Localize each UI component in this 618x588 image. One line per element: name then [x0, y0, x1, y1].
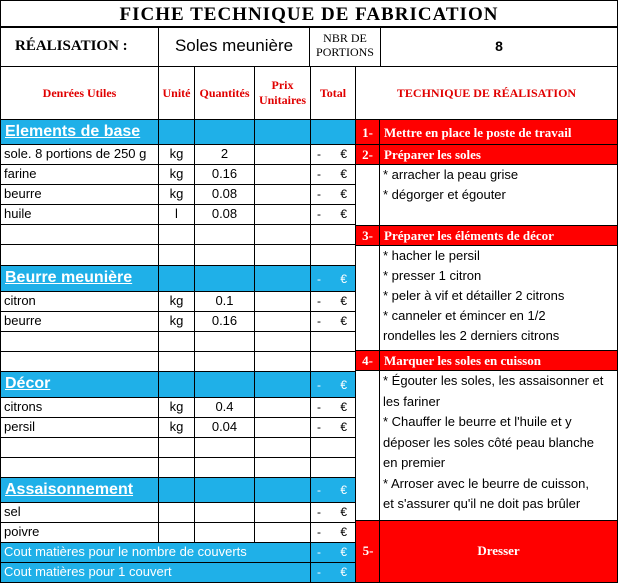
- dash: -: [317, 147, 321, 161]
- empty-cell: [158, 331, 195, 352]
- item-beurre-meuniere-qty: 0.16: [194, 311, 255, 332]
- euro: €: [340, 483, 347, 497]
- dash: -: [317, 187, 321, 201]
- step-4-label: Marquer les soles en cuisson: [384, 353, 541, 368]
- step-4-line: * Égouter les soles, les assaisonner et: [383, 373, 604, 388]
- dash: -: [317, 272, 321, 286]
- item-huile-total: [310, 204, 356, 225]
- item-poivre-price: [254, 522, 311, 543]
- item-beurre: beurre: [0, 184, 159, 205]
- col-prix-line-1: Prix: [271, 78, 294, 92]
- step-2-number: 2-: [356, 145, 380, 164]
- item-citrons-total: [310, 397, 356, 418]
- empty-cell: [310, 457, 356, 478]
- euro: €: [340, 167, 347, 181]
- item-sole-total: [310, 144, 356, 165]
- empty-cell: [194, 331, 255, 352]
- empty-cell: [194, 224, 255, 245]
- empty-cell: [158, 437, 195, 458]
- item-citron-total: [310, 291, 356, 312]
- item-citrons-price: [254, 397, 311, 418]
- empty-cell: [194, 244, 255, 266]
- step-4-line: les fariner: [383, 393, 441, 409]
- item-huile-unit: l: [158, 204, 195, 225]
- euro: €: [340, 378, 347, 392]
- step-3-details: [379, 245, 618, 351]
- empty-cell: [0, 457, 159, 478]
- item-poivre: poivre: [0, 522, 159, 543]
- step-5-number-cell: [355, 520, 380, 583]
- section-meuniere-total: [310, 265, 356, 292]
- step-3-label: Préparer les éléments de décor: [384, 228, 554, 243]
- empty-cell: [0, 224, 159, 245]
- section-base-total-cell: [310, 119, 356, 145]
- step-3-number: 3-: [356, 226, 380, 245]
- item-citrons-unit: kg: [158, 397, 195, 418]
- section-decor-total: [310, 371, 356, 398]
- section-base-unit-cell: [158, 119, 195, 145]
- empty-cell: [158, 224, 195, 245]
- item-beurre-meuniere-total: [310, 311, 356, 332]
- item-poivre-total: [310, 522, 356, 543]
- cout-unit-label: Cout matières pour 1 couvert: [0, 562, 311, 583]
- step-2-label: Préparer les soles: [384, 147, 481, 162]
- euro: €: [340, 147, 347, 161]
- empty-cell: [254, 331, 311, 352]
- portions-value: 8: [380, 27, 618, 67]
- empty-cell: [310, 437, 356, 458]
- empty-cell: [0, 244, 159, 266]
- sheet-title: FICHE TECHNIQUE DE FABRICATION: [0, 0, 618, 27]
- section-assaisonnement-qty-cell: [194, 477, 255, 503]
- empty-cell: [158, 244, 195, 266]
- section-base-qty-cell: [194, 119, 255, 145]
- item-sole-qty: 2: [194, 144, 255, 165]
- step-4: [355, 350, 618, 371]
- step-4-line: * Chauffer le beurre et l'huile et y: [383, 414, 572, 429]
- item-persil-qty: 0.04: [194, 417, 255, 438]
- col-technique: TECHNIQUE DE RÉALISATION: [355, 66, 618, 120]
- item-farine-unit: kg: [158, 164, 195, 185]
- item-sel-qty: [194, 502, 255, 523]
- dash: -: [317, 505, 321, 519]
- step-1-number: 1-: [356, 120, 380, 144]
- empty-cell: [0, 331, 159, 352]
- step-4-line: en premier: [383, 455, 446, 470]
- dish-name: Soles meunière: [158, 27, 310, 67]
- empty-cell: [310, 331, 356, 352]
- step-4-line: déposer les soles côté peau blanche: [383, 434, 595, 450]
- realisation-label: RÉALISATION :: [0, 27, 159, 67]
- step-4-details: [379, 370, 618, 521]
- step-3-line: rondelles les 2 derniers citrons: [383, 328, 560, 343]
- step-4-line: * Arroser avec le beurre de cuisson,: [383, 475, 589, 491]
- col-unite: Unité: [158, 66, 195, 120]
- item-citron-qty: 0.1: [194, 291, 255, 312]
- empty-cell: [310, 244, 356, 266]
- section-decor-price-cell: [254, 371, 311, 398]
- euro: €: [340, 525, 347, 539]
- empty-cell: [0, 351, 159, 372]
- item-beurre-price: [254, 184, 311, 205]
- step-2-details: [379, 164, 618, 226]
- step-2-gutter: [355, 164, 380, 226]
- empty-cell: [158, 351, 195, 372]
- cout-total-value: [310, 542, 356, 563]
- item-poivre-qty: [194, 522, 255, 543]
- euro: €: [340, 545, 347, 559]
- euro: €: [340, 314, 347, 328]
- item-citrons: citrons: [0, 397, 159, 418]
- col-prix: [254, 66, 311, 120]
- portions-label-line-1: NBR DE: [323, 31, 367, 45]
- dash: -: [317, 167, 321, 181]
- item-sel-price: [254, 502, 311, 523]
- empty-cell: [194, 457, 255, 478]
- euro: €: [340, 272, 347, 286]
- step-3-gutter: [355, 245, 380, 351]
- empty-cell: [254, 351, 311, 372]
- item-huile-price: [254, 204, 311, 225]
- item-citron-price: [254, 291, 311, 312]
- item-sel-unit: [158, 502, 195, 523]
- empty-cell: [254, 457, 311, 478]
- item-persil-total: [310, 417, 356, 438]
- empty-cell: [254, 224, 311, 245]
- dash: -: [317, 294, 321, 308]
- section-meuniere-price-cell: [254, 265, 311, 292]
- step-3-line: * presser 1 citron: [383, 268, 482, 283]
- step-3: [355, 225, 618, 246]
- section-assaisonnement-total: [310, 477, 356, 503]
- cout-total-label: Cout matières pour le nombre de couverts: [0, 542, 311, 563]
- portions-label: [309, 27, 381, 67]
- step-4-number: 4-: [356, 351, 380, 370]
- step-2-line: * dégorger et égouter: [383, 187, 506, 202]
- col-total: Total: [310, 66, 356, 120]
- item-farine-total: [310, 164, 356, 185]
- euro: €: [340, 294, 347, 308]
- dash: -: [317, 420, 321, 434]
- dash: -: [317, 565, 321, 579]
- step-5-label: Dresser: [379, 520, 618, 583]
- section-decor-title: Décor: [0, 371, 159, 398]
- dash: -: [317, 525, 321, 539]
- item-citron: citron: [0, 291, 159, 312]
- item-beurre-meuniere-unit: kg: [158, 311, 195, 332]
- section-meuniere-qty-cell: [194, 265, 255, 292]
- euro: €: [340, 565, 347, 579]
- portions-label-line-2: PORTIONS: [316, 45, 374, 59]
- item-farine-qty: 0.16: [194, 164, 255, 185]
- section-meuniere-title: Beurre meunière: [0, 265, 159, 292]
- step-3-line: * canneler et émincer en 1/2: [383, 308, 546, 323]
- item-poivre-unit: [158, 522, 195, 543]
- step-1-label: Mettre en place le poste de travail: [384, 125, 572, 140]
- item-sole-unit: kg: [158, 144, 195, 165]
- section-base-title: Elements de base: [0, 119, 159, 145]
- cout-unit-value: [310, 562, 356, 583]
- section-assaisonnement-title: Assaisonnement: [0, 477, 159, 503]
- item-beurre-total: [310, 184, 356, 205]
- empty-cell: [254, 437, 311, 458]
- item-sel: sel: [0, 502, 159, 523]
- item-beurre-meuniere-price: [254, 311, 311, 332]
- item-persil: persil: [0, 417, 159, 438]
- item-sole: sole. 8 portions de 250 g: [0, 144, 159, 165]
- step-5-number: 5-: [362, 543, 374, 558]
- section-meuniere-unit-cell: [158, 265, 195, 292]
- item-sel-total: [310, 502, 356, 523]
- euro: €: [340, 187, 347, 201]
- step-3-line: * peler à vif et détailler 2 citrons: [383, 288, 565, 303]
- dash: -: [317, 378, 321, 392]
- euro: €: [340, 505, 347, 519]
- item-persil-unit: kg: [158, 417, 195, 438]
- item-citron-unit: kg: [158, 291, 195, 312]
- item-farine: farine: [0, 164, 159, 185]
- section-assaisonnement-price-cell: [254, 477, 311, 503]
- empty-cell: [158, 457, 195, 478]
- step-2-line: * arracher la peau grise: [383, 167, 519, 182]
- col-denrees: Denrées Utiles: [0, 66, 159, 120]
- dash: -: [317, 207, 321, 221]
- empty-cell: [194, 351, 255, 372]
- item-sole-price: [254, 144, 311, 165]
- dash: -: [317, 483, 321, 497]
- empty-cell: [194, 437, 255, 458]
- empty-cell: [310, 351, 356, 372]
- step-4-line: et s'assurer qu'il ne doit pas brûler: [383, 496, 581, 511]
- item-farine-price: [254, 164, 311, 185]
- section-base-price-cell: [254, 119, 311, 145]
- col-quantites: Quantités: [194, 66, 255, 120]
- empty-cell: [310, 224, 356, 245]
- euro: €: [340, 207, 347, 221]
- step-3-line: * hacher le persil: [383, 248, 480, 263]
- section-assaisonnement-unit-cell: [158, 477, 195, 503]
- item-huile-qty: 0.08: [194, 204, 255, 225]
- empty-cell: [0, 437, 159, 458]
- item-persil-price: [254, 417, 311, 438]
- dash: -: [317, 545, 321, 559]
- step-1: [355, 119, 618, 145]
- item-beurre-qty: 0.08: [194, 184, 255, 205]
- dash: -: [317, 400, 321, 414]
- section-decor-qty-cell: [194, 371, 255, 398]
- item-beurre-meuniere: beurre: [0, 311, 159, 332]
- step-4-gutter: [355, 370, 380, 521]
- step-2: [355, 144, 618, 165]
- col-prix-line-2: Unitaires: [258, 93, 307, 107]
- section-decor-unit-cell: [158, 371, 195, 398]
- item-beurre-unit: kg: [158, 184, 195, 205]
- item-citrons-qty: 0.4: [194, 397, 255, 418]
- euro: €: [340, 420, 347, 434]
- dash: -: [317, 314, 321, 328]
- empty-cell: [254, 244, 311, 266]
- euro: €: [340, 400, 347, 414]
- item-huile: huile: [0, 204, 159, 225]
